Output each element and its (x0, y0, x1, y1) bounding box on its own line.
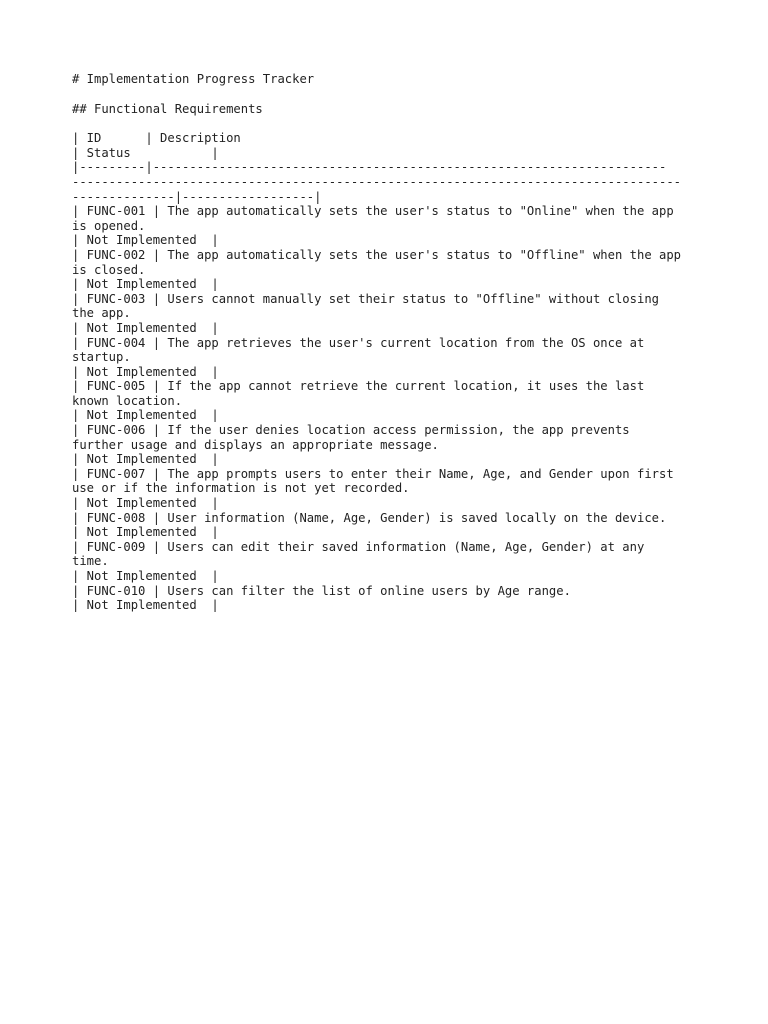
requirement-text-line: startup. (72, 350, 131, 365)
requirement-text-line: time. (72, 554, 109, 569)
table-row (72, 379, 702, 423)
table-row (72, 540, 702, 584)
requirement-text-line: | FUNC-010 | Users can filter the list of online users by Age range. (72, 583, 571, 598)
status-cell: | Not Implemented | (72, 277, 219, 292)
requirement-text-line: is opened. (72, 218, 146, 233)
status-cell: | Not Implemented | (72, 233, 219, 248)
table-header-line: | Status | (72, 145, 219, 160)
document-page (72, 72, 702, 613)
table-row (72, 423, 702, 467)
table-separator (72, 160, 702, 204)
table-row (72, 336, 702, 380)
spacer (72, 116, 702, 131)
table-body (72, 204, 702, 613)
requirement-text-line: | FUNC-003 | Users cannot manually set their status to "Offline" without closing (72, 291, 659, 306)
spacer (72, 87, 702, 102)
status-cell: | Not Implemented | (72, 408, 219, 423)
status-cell: | Not Implemented | (72, 525, 219, 540)
requirement-text-line: further usage and displays an appropriate message. (72, 437, 439, 452)
requirement-text-line: | FUNC-005 | If the app cannot retrieve the current location, it uses the last (72, 379, 645, 394)
separator-line: ----------------------------------------------------------------------------------- (72, 174, 682, 189)
document-title: # Implementation Progress Tracker (72, 72, 315, 86)
requirement-text-line: | FUNC-007 | The app prompts users to enter their Name, Age, and Gender upon first (72, 466, 674, 481)
table-row (72, 584, 702, 613)
requirement-text-line: is closed. (72, 262, 146, 277)
status-cell: | Not Implemented | (72, 598, 219, 613)
requirement-text-line: use or if the information is not yet recorded. (72, 481, 410, 496)
status-cell: | Not Implemented | (72, 452, 219, 467)
table-row (72, 248, 702, 292)
status-cell: | Not Implemented | (72, 320, 219, 335)
requirement-text-line: the app. (72, 306, 131, 321)
requirement-text-line: | FUNC-006 | If the user denies location access permission, the app prevents (72, 423, 630, 438)
status-cell: | Not Implemented | (72, 364, 219, 379)
separator-line: --------------|------------------| (72, 189, 322, 204)
requirement-text-line: | FUNC-001 | The app automatically sets the user's status to "Online" when the app (72, 204, 674, 219)
status-cell: | Not Implemented | (72, 569, 219, 583)
requirement-text-line: | FUNC-009 | Users can edit their saved information (Name, Age, Gender) at any (72, 539, 645, 554)
table-row (72, 511, 702, 540)
table-header-line: | ID | Description (72, 131, 241, 146)
requirement-text-line: | FUNC-002 | The app automatically sets the user's status to "Offline" when the app (72, 247, 682, 262)
requirement-text-line: | FUNC-008 | User information (Name, Age, Gender) is saved locally on the device. (72, 510, 667, 525)
requirement-text-line: | FUNC-004 | The app retrieves the user's current location from the OS once at (72, 335, 645, 350)
requirement-text-line: known location. (72, 393, 183, 408)
separator-line: |---------|---------------------------------------------------------------------- (72, 160, 667, 175)
table-row (72, 292, 702, 336)
section-heading: ## Functional Requirements (72, 101, 263, 116)
table-header (72, 131, 702, 160)
table-row (72, 204, 702, 248)
table-row (72, 467, 702, 511)
status-cell: | Not Implemented | (72, 496, 219, 511)
